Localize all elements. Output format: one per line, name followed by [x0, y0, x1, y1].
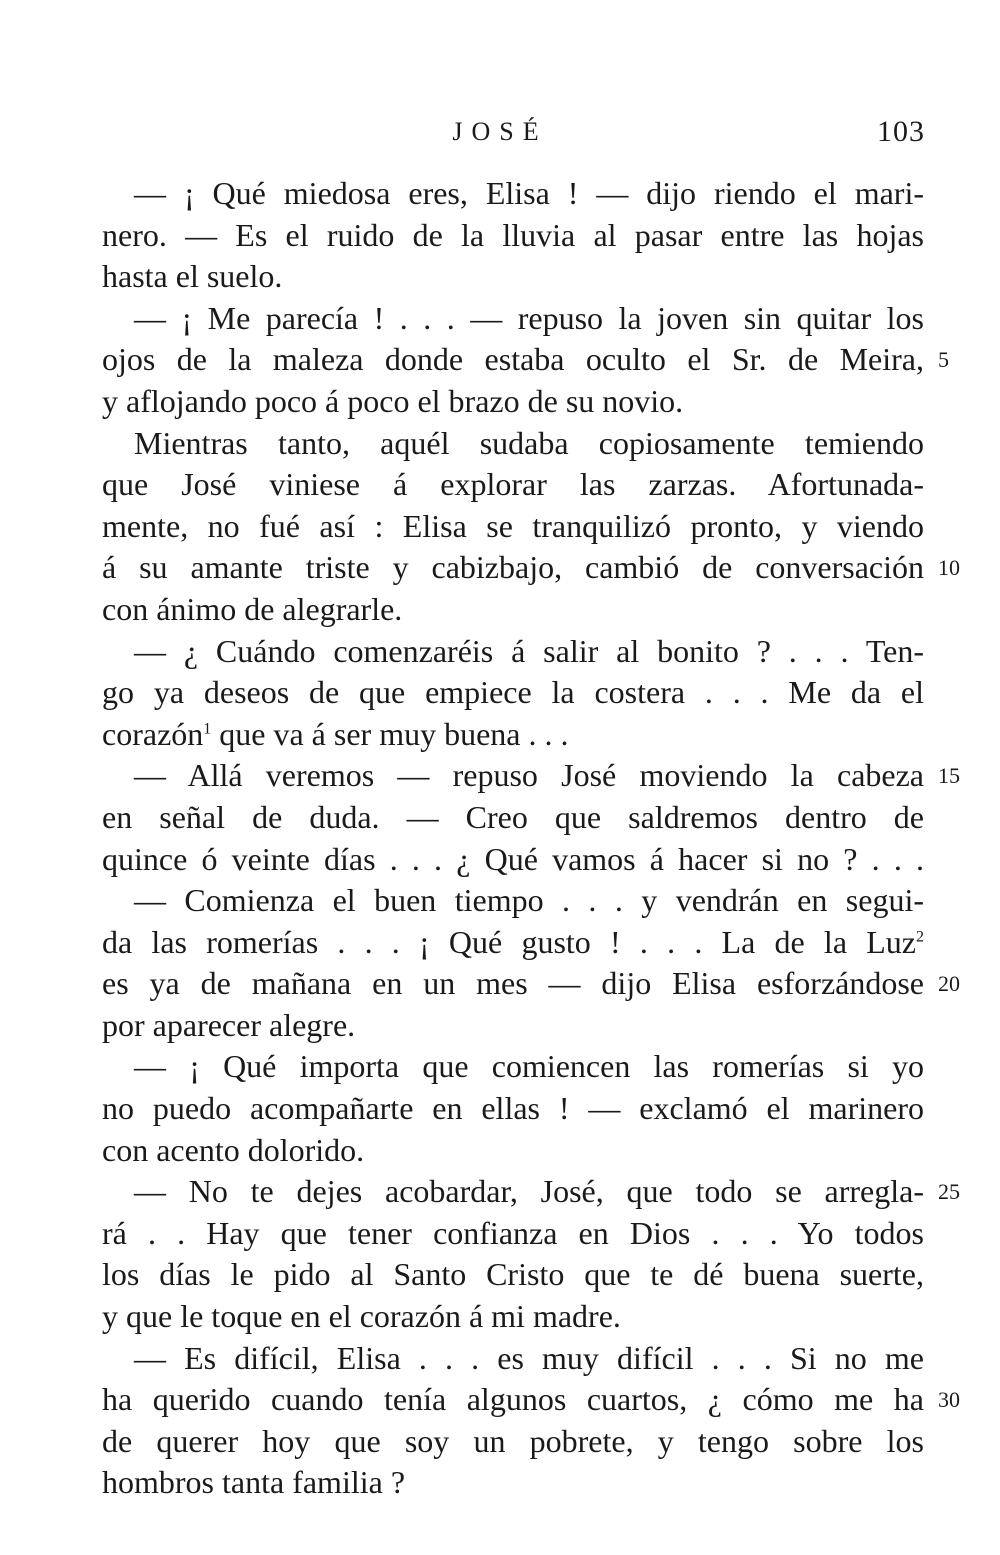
- text-line: nero. — Es el ruido de la lluvia al pasar entre las hojas: [102, 216, 924, 253]
- text-line-remainder: que va á ser muy buena . . .: [219, 715, 569, 752]
- text-line: es ya de mañana en un mes — dijo Elisa esforzándose: [102, 965, 924, 1002]
- text-line: — Comienza el buen tiempo . . . y vendrán en segui-: [134, 882, 924, 919]
- page-number: 103: [877, 115, 925, 148]
- line-number-20: 20: [938, 971, 960, 997]
- text-line: — ¡ Qué importa que comiencen las romerías si yo: [134, 1048, 924, 1085]
- text-line: en señal de duda. — Creo que saldremos dentro de: [102, 798, 924, 835]
- text-line: los días le pido al Santo Cristo que te dé buena suerte,: [102, 1256, 924, 1293]
- text-line: — ¡ Qué miedosa eres, Elisa ! — dijo riendo el mari-: [134, 175, 924, 211]
- text-line: mente, no fué así : Elisa se tranquilizó pronto, y viendo: [102, 507, 924, 544]
- text-line: no puedo acompañarte en ellas ! — exclamó el marinero: [102, 1090, 924, 1127]
- text-line: hombros tanta familia ?: [102, 1464, 406, 1501]
- running-title: JOSÉ: [452, 117, 548, 146]
- footnoted-word: corazón: [102, 715, 204, 752]
- text-line: con ánimo de alegrarle.: [102, 590, 403, 627]
- text-line: á su amante triste y cabizbajo, cambió de conversación: [102, 549, 924, 586]
- text-line-with-footnote: [102, 714, 924, 756]
- text-line: — No te dejes acobardar, José, que todo se arregla-: [134, 1173, 924, 1210]
- text-line: — ¡ Me parecía ! . . . — repuso la joven sin quitar los: [134, 299, 924, 336]
- text-line: hasta el suelo.: [102, 258, 283, 295]
- text-line: go ya deseos de que empiece la costera . . . Me da el: [102, 674, 924, 711]
- text-line-with-footnote: [102, 922, 924, 964]
- line-number-30: 30: [938, 1387, 960, 1413]
- text-line: rá . . Hay que tener confianza en Dios . . . Yo todos: [102, 1214, 924, 1251]
- text-line: de querer hoy que soy un pobrete, y tengo sobre los: [102, 1422, 924, 1459]
- text-line: que José viniese á explorar las zarzas. Afortunada-: [102, 466, 924, 503]
- text-line: con acento dolorido.: [102, 1131, 365, 1168]
- body-text: [102, 173, 924, 1504]
- text-line: — ¿ Cuándo comenzaréis á salir al bonito ? . . . Ten-: [134, 632, 924, 669]
- text-line: ojos de la maleza donde estaba oculto el Sr. de Meira,: [102, 341, 924, 378]
- footnote-mark-2: 2: [916, 928, 924, 946]
- text-line: por aparecer alegre.: [102, 1006, 356, 1043]
- text-line-content: da las romerías . . . ¡ Qué gusto ! . . . La de la Luz: [102, 923, 916, 960]
- text-line: quince ó veinte días . . . ¿ Qué vamos á hacer si no ? . . .: [102, 840, 924, 877]
- text-line: y aflojando poco á poco el brazo de su novio.: [102, 382, 684, 419]
- line-number-15: 15: [938, 763, 960, 789]
- text-line: — Allá veremos — repuso José moviendo la cabeza: [134, 757, 924, 794]
- text-line: — Es difícil, Elisa . . . es muy difícil . . . Si no me: [134, 1339, 924, 1376]
- text-line: y que le toque en el corazón á mi madre.: [102, 1298, 621, 1335]
- text-line: Mientras tanto, aquél sudaba copiosamente temiendo: [134, 424, 924, 461]
- footnote-mark-1: 1: [203, 720, 212, 738]
- line-number-5: 5: [938, 347, 949, 373]
- line-number-10: 10: [938, 555, 960, 581]
- line-number-25: 25: [938, 1179, 960, 1205]
- text-line: ha querido cuando tenía algunos cuartos, ¿ cómo me ha: [102, 1381, 924, 1418]
